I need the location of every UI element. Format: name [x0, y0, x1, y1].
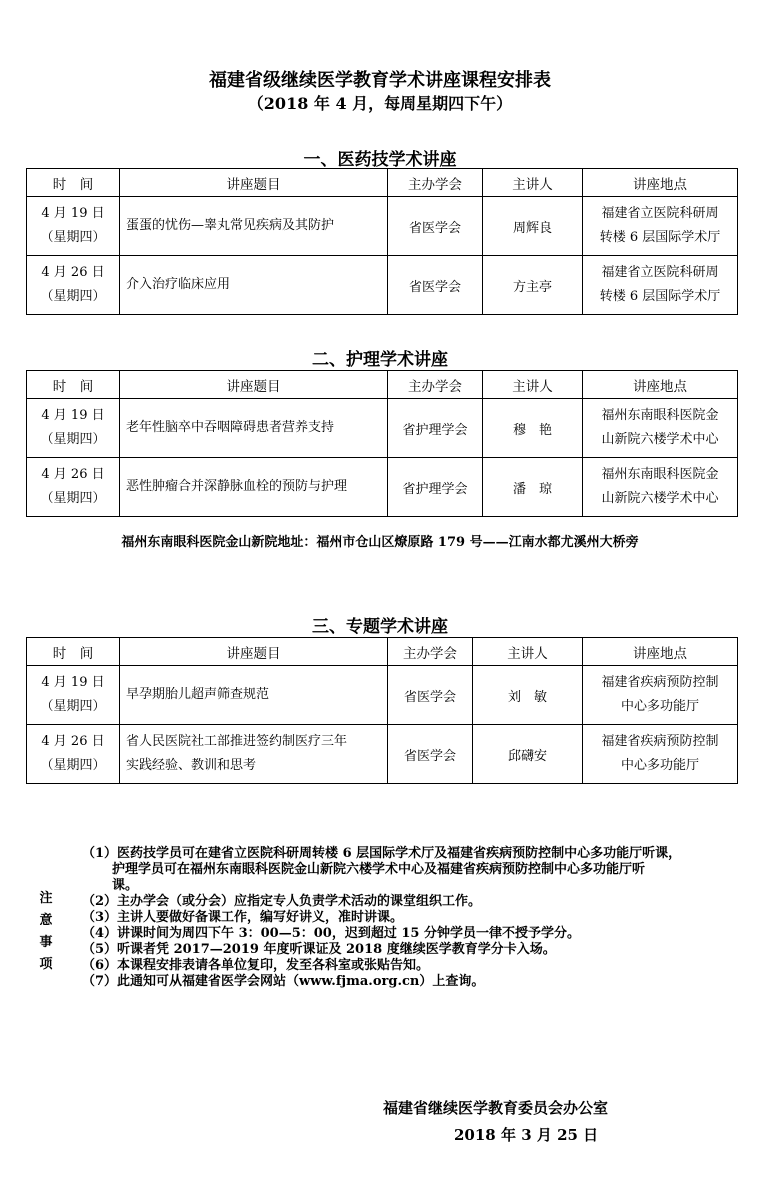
header-topic: 讲座题目 [120, 638, 388, 666]
date-cell: 4 月 26 日 （星期四） [27, 458, 120, 517]
signature-org: 福建省继续医学教育委员会办公室 [383, 1099, 609, 1117]
venue-cell: 福建省疾病预防控制 中心多功能厅 [583, 725, 738, 784]
host-cell: 省护理学会 [388, 458, 483, 517]
header-host: 主办学会 [388, 638, 473, 666]
schedule-table-2 [26, 370, 738, 517]
document-title: 福建省级继续医学教育学术讲座课程安排表 [209, 70, 551, 91]
header-venue: 讲座地点 [583, 638, 738, 666]
host-cell: 省医学会 [388, 666, 473, 725]
date-cell: 4 月 26 日 （星期四） [27, 256, 120, 315]
table-row [27, 197, 738, 256]
section-heading-3: 三、专题学术讲座 [312, 617, 448, 637]
table-header-row [27, 638, 738, 666]
venue-cell: 福州东南眼科医院金 山新院六楼学术中心 [583, 399, 738, 458]
note-item-cont: 课。 [112, 878, 139, 893]
schedule-table-1 [26, 168, 738, 315]
host-cell: 省医学会 [388, 256, 483, 315]
header-host: 主办学会 [388, 371, 483, 399]
note-item: （1）医药技学员可在建省立医院科研周转楼 6 层国际学术厅及福建省疾病预防控制中心多功能厅听课， [82, 846, 682, 861]
address-note: 福州东南眼科医院金山新院地址：福州市仓山区燎原路 179 号——江南水都尤溪州大桥旁 [121, 535, 639, 550]
host-cell: 省医学会 [388, 725, 473, 784]
header-topic: 讲座题目 [120, 371, 388, 399]
note-item: （5）听课者凭 2017—2019 年度听课证及 2018 度继续医学教育学分卡入场。 [82, 942, 556, 957]
host-cell: 省医学会 [388, 197, 483, 256]
document-subtitle: （2018 年 4 月，每周星期四下午） [247, 94, 513, 113]
table-row [27, 666, 738, 725]
note-item: （4）讲课时间为周四下午 3：00—5：00，迟到超过 15 分钟学员一律不授予学分。 [82, 926, 580, 941]
speaker-cell: 方主亭 [483, 256, 583, 315]
header-time: 时 间 [27, 169, 120, 197]
venue-cell: 福建省立医院科研周 转楼 6 层国际学术厅 [583, 197, 738, 256]
topic-cell: 介入治疗临床应用 [120, 256, 388, 315]
host-cell: 省护理学会 [388, 399, 483, 458]
speaker-cell: 穆 艳 [483, 399, 583, 458]
header-speaker: 主讲人 [483, 371, 583, 399]
date-cell: 4 月 19 日 （星期四） [27, 399, 120, 458]
header-topic: 讲座题目 [120, 169, 388, 197]
signature-date: 2018 年 3 月 25 日 [454, 1126, 599, 1144]
venue-cell: 福建省立医院科研周 转楼 6 层国际学术厅 [583, 256, 738, 315]
section-heading-2: 二、护理学术讲座 [312, 350, 448, 370]
notes-list [82, 846, 732, 990]
speaker-cell: 潘 琼 [483, 458, 583, 517]
header-time: 时 间 [27, 371, 120, 399]
date-cell: 4 月 19 日 （星期四） [27, 666, 120, 725]
topic-cell: 老年性脑卒中吞咽障碍患者营养支持 [120, 399, 388, 458]
venue-cell: 福州东南眼科医院金 山新院六楼学术中心 [583, 458, 738, 517]
note-item: （3）主讲人要做好备课工作，编写好讲义，准时讲课。 [82, 910, 404, 925]
header-time: 时 间 [27, 638, 120, 666]
header-speaker: 主讲人 [483, 169, 583, 197]
date-cell: 4 月 19 日 （星期四） [27, 197, 120, 256]
table-row [27, 399, 738, 458]
note-item-cont: 护理学员可在福州东南眼科医院金山新院六楼学术中心及福建省疾病预防控制中心多功能厅听 [112, 862, 646, 877]
table-row [27, 256, 738, 315]
table-row [27, 458, 738, 517]
header-speaker: 主讲人 [473, 638, 583, 666]
header-venue: 讲座地点 [583, 371, 738, 399]
note-item: （2）主办学会（或分会）应指定专人负责学术活动的课堂组织工作。 [82, 894, 482, 909]
date-cell: 4 月 26 日 （星期四） [27, 725, 120, 784]
header-venue: 讲座地点 [583, 169, 738, 197]
notes-label: 注 意 事 项 [39, 891, 53, 972]
table-header-row [27, 169, 738, 197]
schedule-table-3 [26, 637, 738, 784]
table-header-row [27, 371, 738, 399]
venue-cell: 福建省疾病预防控制 中心多功能厅 [583, 666, 738, 725]
topic-cell: 早孕期胎儿超声筛查规范 [120, 666, 388, 725]
speaker-cell: 刘 敏 [473, 666, 583, 725]
topic-cell: 恶性肿瘤合并深静脉血栓的预防与护理 [120, 458, 388, 517]
header-host: 主办学会 [388, 169, 483, 197]
note-item: （6）本课程安排表请各单位复印，发至各科室或张贴告知。 [82, 958, 430, 973]
section-heading-1: 一、医药技学术讲座 [303, 150, 457, 170]
table-row [27, 725, 738, 784]
note-item: （7）此通知可从福建省医学会网站（www.fjma.org.cn）上查询。 [82, 974, 485, 989]
speaker-cell: 邱礴安 [473, 725, 583, 784]
speaker-cell: 周辉良 [483, 197, 583, 256]
topic-cell: 省人民医院社工部推进签约制医疗三年 实践经验、教训和思考 [120, 725, 388, 784]
topic-cell: 蛋蛋的忧伤—睾丸常见疾病及其防护 [120, 197, 388, 256]
